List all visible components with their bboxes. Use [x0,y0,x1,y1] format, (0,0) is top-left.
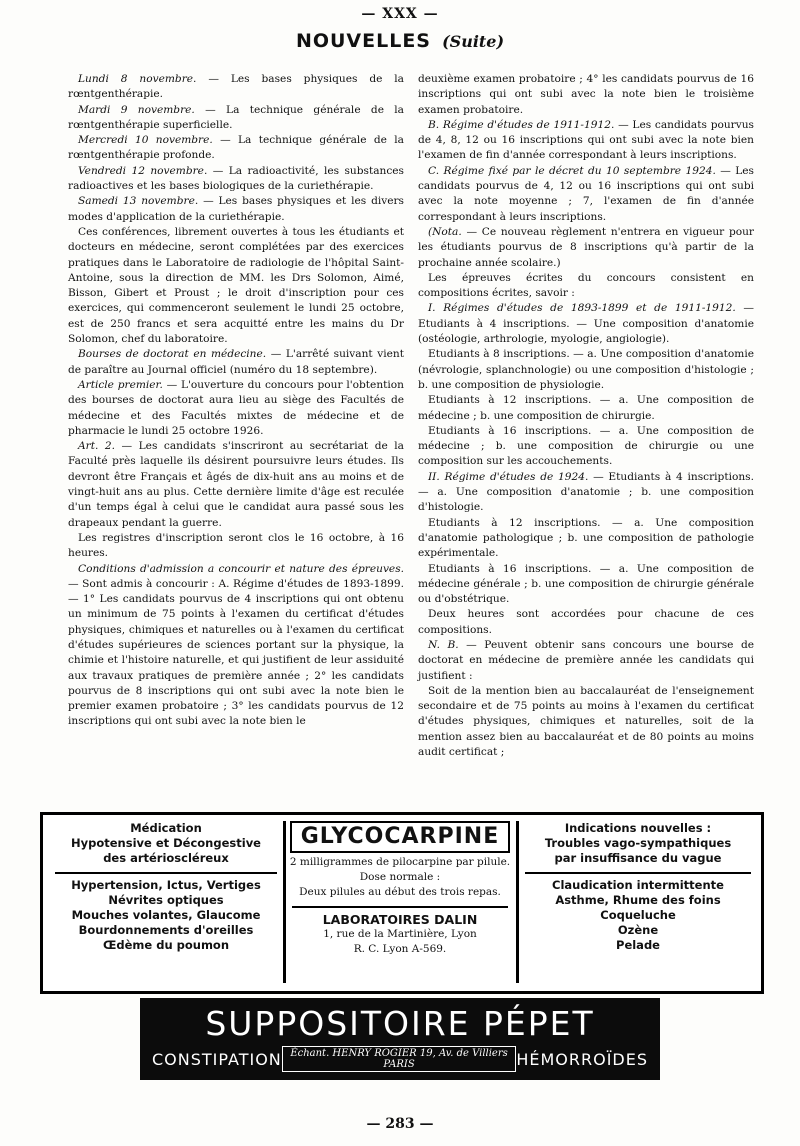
lab-registry: R. C. Lyon A-569. [353,943,447,955]
paragraph-text: — L'ouverture du concours pour l'obtention des bourses de doctorat aura lieu au siège des Facultés de médecine et des Facultés mixtes de médecine et de pharmacie le lundi 25 octobre 1926. [68,378,404,437]
paragraph-lead: (Nota. [428,225,462,238]
section-title-main: NOUVELLES [295,30,431,52]
paragraph-text: Etudiants à 8 inscriptions. — a. Une composition d'anatomie (névrologie, splanchnologie) ou une composition d'histologie ; b. une composition de physiologie. [418,348,754,391]
dosage-text: 2 milligrammes de pilocarpine par pilule. [289,856,511,868]
glycocarpine-brand: GLYCOCARPINE [290,821,510,853]
paragraph [68,378,404,439]
ad-line: Coqueluche [600,908,676,922]
paragraph-text: Les épreuves écrites du concours consistent en compositions écrites, savoir : [418,271,754,300]
ad-line: Hypertension, Ictus, Vertiges [71,878,261,892]
ad-line: Névrites optiques [108,893,224,907]
paragraph [418,393,754,424]
paragraph-text: Etudiants à 16 inscriptions. — a. Une composition de médecine générale ; b. une composition de chirurgie générale ou d'obstétrique. [418,562,754,606]
ad-center-panel [286,821,514,983]
paragraph [68,439,404,531]
section-title [0,30,800,52]
paragraph-text: — La technique générale de la rœntgenthérapie profonde. [68,134,404,162]
paragraph-text: — La technique générale de la rœntgenthérapie superficielle. [68,103,404,131]
lab-address: 1, rue de la Martinière, Lyon [323,928,477,940]
ad-left-top [49,821,283,866]
paragraph [418,301,754,347]
ad-line: des artérioscléreux [103,851,229,865]
suppositoire-pepet-advertisement [140,998,660,1080]
ad-left-bottom [49,878,283,953]
paragraph-lead: Art. 2. [78,440,115,453]
paragraph-text: — L'arrêté suivant vient de paraître au Journal officiel (numéro du 18 septembre). [68,348,404,376]
pepet-left-label: CONSTIPATION [152,1049,282,1069]
ad-line: Asthme, Rhume des foins [555,893,721,907]
paragraph-text: — Les bases physiques et les divers modes d'application de la curiethérapie. [68,195,404,223]
pepet-sample-address: Échant. HENRY ROGIER 19, Av. de Villiers PARIS [282,1046,517,1072]
paragraph [68,347,404,378]
paragraph [68,133,404,164]
ad-line: Troubles vago-sympathiques [544,836,732,850]
ad-line: Mouches volantes, Glaucome [71,908,261,922]
ad-right-top [519,821,757,866]
lab-name: LABORATOIRES DALIN [322,912,478,927]
paragraph-lead: Bourses de doctorat en médecine. [78,348,267,361]
paragraph [418,562,754,608]
page-number: — 283 — [366,1116,434,1132]
ad-line: Claudication intermittente [552,878,724,892]
paragraph-lead: Vendredi 12 novembre. [78,164,208,177]
paragraph [418,516,754,562]
paragraph-text: — Les candidats pourvus de 4, 12 ou 16 inscriptions qui ont subi avec la note moyenne ; 7, l'examen de fin d'année correspondant à leurs inscriptions. [418,164,754,223]
paragraph-text: — Ce nouveau règlement n'entrera en vigueur pour les étudiants pourvus de 8 inscriptions qu'à partir de la prochaine année scolaire.) [418,225,754,269]
ad-line: par insuffisance du vague [554,851,722,865]
paragraph-text: Etudiants à 12 inscriptions. — a. Une composition d'anatomie pathologique ; b. une composition de pathologie expérimentale. [418,516,754,560]
pepet-right-label: HÉMORROÏDES [516,1049,648,1069]
paragraph-lead: Lundi 8 novembre. [78,73,197,85]
dose-text: Deux pilules au début des trois repas. [299,886,501,898]
paragraph-text: — Etudiants à 4 inscriptions. — Une composition d'anatomie (ostéologie, arthrologie, myologie, angiologie). [418,302,754,346]
pepet-brand: SUPPOSITOIRE PÉPET [205,1004,595,1043]
paragraph-text: Etudiants à 12 inscriptions. — a. Une composition de médecine ; b. une composition de chirurgie. [418,394,754,422]
ad-line: Pelade [616,938,660,952]
paragraph [418,347,754,393]
paragraph-text: — Les candidats s'inscriront au secrétariat de la Faculté près laquelle ils désirent poursuivre leurs études. Ils devront être Français et âgés de dix-huit ans au moins et de vingt-huit ans au plus. Cette dernière limite d'âge est reculée d'un temps égal à celui que le candidat aura passé sous les drapeaux pendant la guerre. [68,440,404,529]
running-head: — XXX — [361,6,439,22]
paragraph-text: — Les candidats pourvus de 4, 8, 12 ou 16 inscriptions qui ont subi avec la note bien l'examen de fin d'année correspondant à leurs inscriptions. [418,118,754,162]
paragraph [68,164,404,195]
ad-line: Hypotensive et Décongestive [71,836,261,850]
paragraph-text: — Sont admis à concourir : A. Régime d'études de 1893-1899. — 1° Les candidats pourvus de 4 inscriptions qui ont obtenu un minimum de 75 points à l'examen du certificat d'études physiques, chimiques et naturelles ou à l'examen du certificat d'études supérieures de sciences portant sur la physique, la chimie et l'histoire naturelle, et qui justifient de leur assiduité aux travaux pratiques de première année ; 2° les candidats pourvus de 8 inscriptions qui ont subi avec la note bien le premier examen probatoire ; 3° les candidats pourvus de 12 inscriptions qui ont subi avec la note bien le [68,577,404,728]
paragraph [418,638,754,684]
paragraph [68,194,404,225]
paragraph-text: Ces conférences, librement ouvertes à tous les étudiants et docteurs en médecine, seront complétées par des exercices pratiques dans le Laboratoire de radiologie de l'hôpital Saint-Antoine, sous la direction de MM. les Drs Solomon, Aimé, Bisson, Gibert et Proust ; le droit d'inscription pour ces exercices, qui commenceront seulement le lundi 25 octobre, est de 250 francs et sera acquitté entre les mains du Dr Solomon, chef du laboratoire. [68,225,404,346]
pepet-tagline-row [140,1046,660,1072]
left-text-column [68,72,404,730]
paragraph [68,562,404,730]
paragraph-lead: Mercredi 10 novembre. [78,134,213,147]
paragraph-lead: Conditions d'admission a concourir et nature des épreuves. [78,562,404,575]
paragraph-text: Etudiants à 16 inscriptions. — a. Une composition de médecine ; b. une composition de chirurgie ou une composition sur les accouchements. [418,424,754,468]
paragraph [68,225,404,347]
paragraph [418,72,754,118]
paragraph-lead: N. B. [428,638,459,651]
paragraph [418,470,754,516]
right-text-column [418,72,754,760]
ad-right-panel [516,821,757,983]
paragraph [68,72,404,103]
paragraph [418,424,754,470]
paragraph [418,164,754,225]
paragraph [418,225,754,271]
paragraph [68,531,404,562]
paragraph-lead: Article premier. [78,378,163,391]
ad-line: Bourdonnements d'oreilles [78,923,254,937]
paragraph [418,118,754,164]
section-title-suffix: (Suite) [442,32,505,51]
ad-right-bottom [519,878,757,953]
paragraph-text: — Peuvent obtenir sans concours une bourse de doctorat en médecine de première année les candidats qui justifient : [418,638,754,682]
paragraph-text: deuxième examen probatoire ; 4° les candidats pourvus de 16 inscriptions qui ont subi avec la note bien le troisième examen probatoire. [418,73,754,116]
paragraph-text: — Etudiants à 4 inscriptions. — a. Une composition d'anatomie ; b. une composition d'histologie. [418,470,754,514]
ad-left-panel [49,821,286,983]
paragraph-lead: Samedi 13 novembre. [78,195,199,208]
ad-line: Ozène [617,923,659,937]
paragraph [418,271,754,302]
paragraph-text: — La radioactivité, les substances radioactives et les bases biologiques de la curiethérapie. [68,164,404,193]
paragraph-lead: II. Régime d'études de 1924. [428,470,589,483]
paragraph-lead: Mardi 9 novembre. [78,103,195,116]
paragraph [418,684,754,760]
paragraph-lead: C. Régime fixé par le décret du 10 septembre 1924. [428,164,716,177]
glycocarpine-advertisement [40,812,764,994]
paragraph-text: Les registres d'inscription seront clos le 16 octobre, à 16 heures. [68,531,404,560]
ad-line: Œdème du poumon [102,938,230,952]
paragraph [68,103,404,134]
ad-line: Indications nouvelles : [564,821,712,835]
paragraph-text: — Les bases physiques de la rœntgenthérapie. [68,73,404,101]
paragraph [418,607,754,638]
ad-line: Médication [130,821,202,835]
paragraph-lead: I. Régimes d'études de 1893-1899 et de 1911-1912. [428,302,736,315]
dose-title: Dose normale : [359,871,441,883]
paragraph-lead: B. Régime d'études de 1911-1912. [428,118,615,131]
paragraph-text: Soit de la mention bien au baccalauréat de l'enseignement secondaire et de 75 points au moins à l'examen du certificat d'études physiques, chimiques et naturelles, soit de la mention assez bien au baccalauréat et de 80 points au moins audit certificat ; [418,684,754,759]
paragraph-text: Deux heures sont accordées pour chacune de ces compositions. [418,608,754,636]
